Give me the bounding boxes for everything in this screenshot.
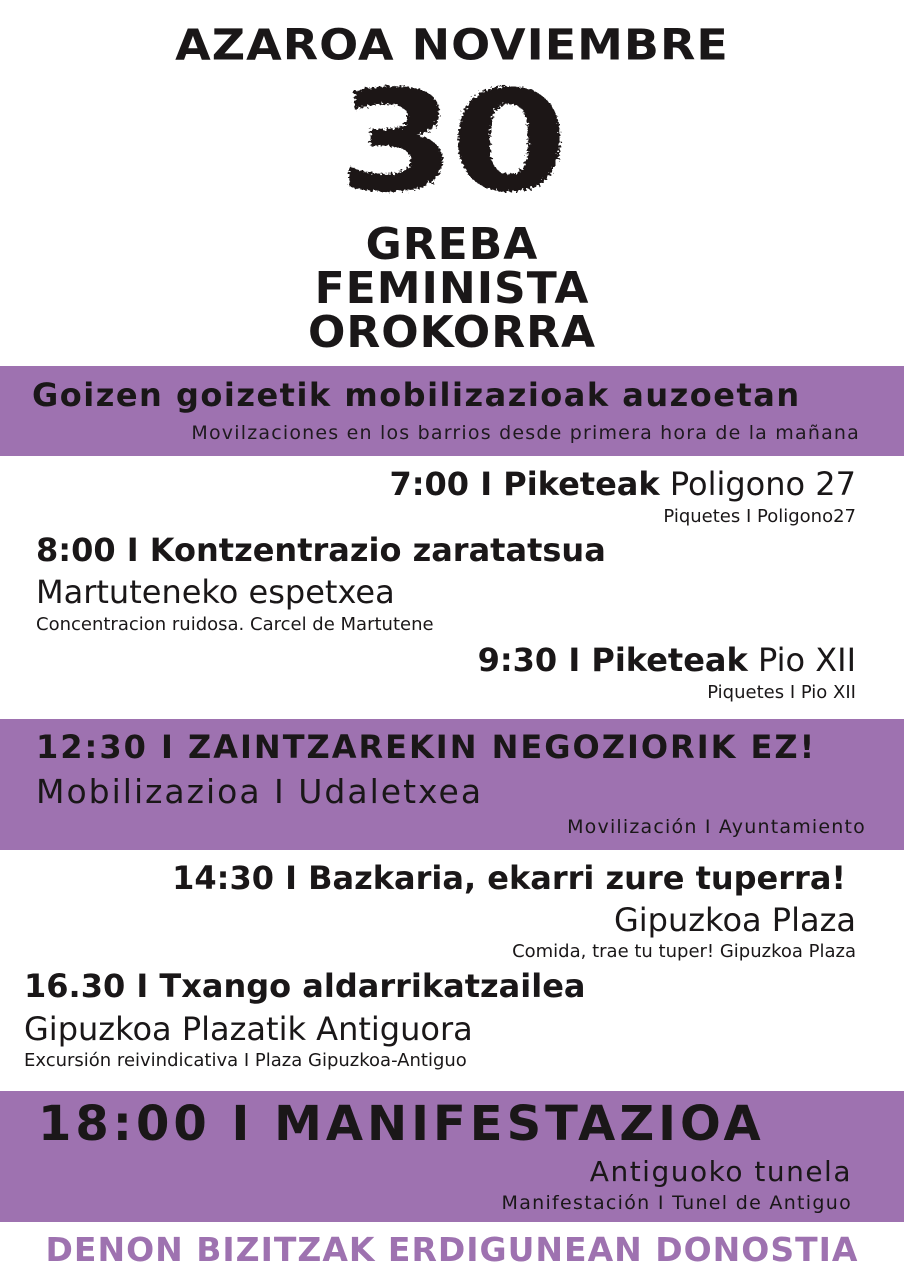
event-translation: Piquetes I Pio XII xyxy=(707,682,856,703)
month-heading: AZAROA NOVIEMBRE xyxy=(175,20,729,70)
event-time-label: 14:30 I Bazkaria, ekarri zure tuperra! xyxy=(172,859,846,897)
day-number-graphic xyxy=(270,70,630,210)
evening-band-subtitle: Antiguoko tunela xyxy=(589,1155,852,1188)
morning-band-subtitle: Movilzaciones en los barrios desde primera hora de la mañana xyxy=(191,422,860,444)
evening-band-title: 18:00 I MANIFESTAZIOA xyxy=(38,1096,765,1152)
footer-slogan: DENON BIZITZAK ERDIGUNEAN DONOSTIA xyxy=(45,1230,859,1269)
noon-band-translation: Movilización I Ayuntamiento xyxy=(567,816,866,838)
event-translation: Concentracion ruidosa. Carcel de Martutene xyxy=(36,614,434,635)
event-7-00 xyxy=(389,466,856,502)
noon-band-subtitle: Mobilizazioa I Udaletxea xyxy=(36,772,484,811)
event-translation: Comida, trae tu tuper! Gipuzkoa Plaza xyxy=(512,941,856,962)
event-place: Martuteneko espetxea xyxy=(36,573,395,611)
event-place: Gipuzkoa Plaza xyxy=(613,901,856,939)
event-place: Pio XII xyxy=(747,641,856,679)
morning-band-title: Goizen goizetik mobilizazioak auzoetan xyxy=(32,376,801,414)
event-time-label: 9:30 I Piketeak xyxy=(477,641,748,679)
event-time-label: 16.30 I Txango aldarrikatzailea xyxy=(24,967,586,1005)
event-time-label: 8:00 I Kontzentrazio zaratatsua xyxy=(36,531,606,569)
day-number: 30 xyxy=(337,70,563,210)
noon-band-title: 12:30 I ZAINTZAREKIN NEGOZIORIK EZ! xyxy=(36,728,817,766)
event-time-label: 7:00 I Piketeak xyxy=(389,465,660,503)
event-translation: Excursión reivindicativa I Plaza Gipuzkoa-Antiguo xyxy=(24,1050,467,1071)
event-14-30 xyxy=(172,860,846,896)
event-place: Poligono 27 xyxy=(659,465,856,503)
evening-band-translation: Manifestación I Tunel de Antiguo xyxy=(501,1192,852,1214)
event-8-00 xyxy=(36,532,606,568)
title-line-greba: GREBA xyxy=(365,219,539,270)
title-line-feminista: FEMINISTA xyxy=(314,263,590,314)
event-translation: Piquetes I Poligono27 xyxy=(663,506,856,527)
event-16-30 xyxy=(24,968,586,1004)
title-line-orokorra: OROKORRA xyxy=(307,307,597,358)
event-place: Gipuzkoa Plazatik Antiguora xyxy=(24,1010,473,1048)
event-9-30 xyxy=(478,642,856,678)
